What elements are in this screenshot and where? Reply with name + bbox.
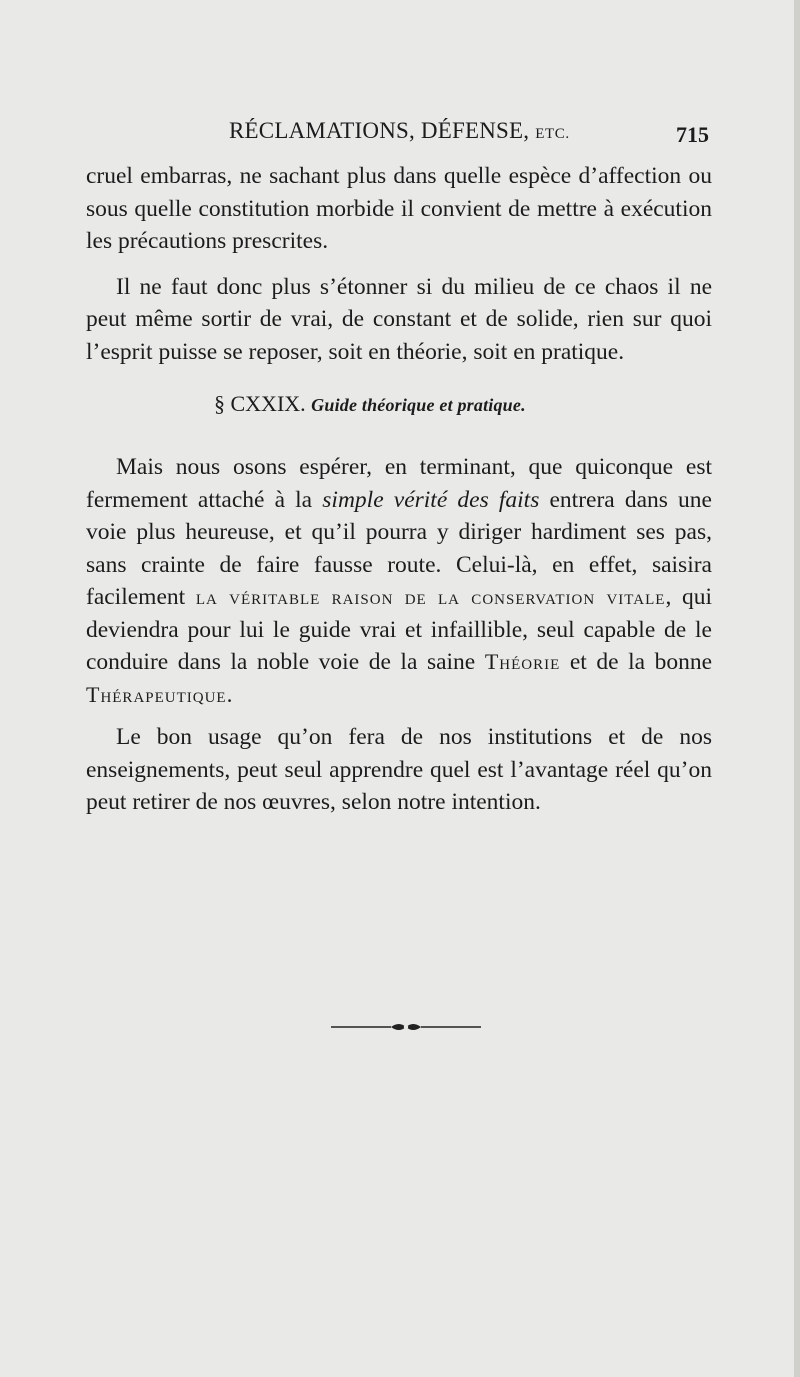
paragraph-3-small-caps: la véritable raison de la conservation vitale <box>195 584 666 609</box>
paragraph-1: cruel embarras, ne sachant plus dans quelle espèce d’affection ou sous quelle constitution morbide il convient de mettre à exécution les précautions prescrites. <box>86 163 712 254</box>
paragraph-3-therapeutique: Thérapeutique <box>86 681 227 707</box>
section-heading <box>86 388 712 421</box>
section-title: Guide théorique et pratique. <box>311 395 526 415</box>
paragraph-3-part-1: Mais nous osons espérer, en terminant, que quiconque est fermement attaché à la <box>86 454 712 513</box>
running-head <box>0 118 800 158</box>
running-head-title-small: ETC. <box>535 126 570 142</box>
paragraph-3-part-3: , qui deviendra pour lui le guide vrai et infaillible, seul capable de le conduire dans la noble voie de la saine <box>86 584 713 675</box>
paragraph-3-part-2: entrera dans une voie plus heureuse, et qu’il pourra y diriger hardiment ses pas, sans crainte de faire fausse route. Celui-là, en effet, saisira facilement <box>86 486 712 610</box>
fleuron-ornament <box>331 1020 481 1034</box>
running-head-title <box>229 118 570 144</box>
body-text <box>86 160 712 819</box>
running-head-title-main: RÉCLAMATIONS, DÉFENSE, <box>229 118 530 143</box>
section-number: § CXXIX. <box>214 391 306 416</box>
paragraph-3 <box>86 451 712 711</box>
paragraph-4: Le bon usage qu’on fera de nos institutions et de nos enseignements, peut seul apprendre quel est l’avantage réel qu’on peut retirer de nos œuvres, selon notre intention. <box>86 724 712 815</box>
paragraph-3-italic: simple vérité des faits <box>322 486 540 513</box>
page-number: 715 <box>676 122 709 147</box>
paragraph-3-end: . <box>226 681 233 708</box>
paragraph-3-part-4: et de la bonne <box>569 649 713 675</box>
paragraph-3-theorie: Théorie <box>484 649 561 674</box>
page-edge <box>794 0 800 1377</box>
paragraph-2: Il ne faut donc plus s’étonner si du milieu de ce chaos il ne peut même sortir de vrai, de constant et de solide, rien sur quoi l’esprit puisse se reposer, soit en théorie, soit en pratique. <box>86 273 712 365</box>
